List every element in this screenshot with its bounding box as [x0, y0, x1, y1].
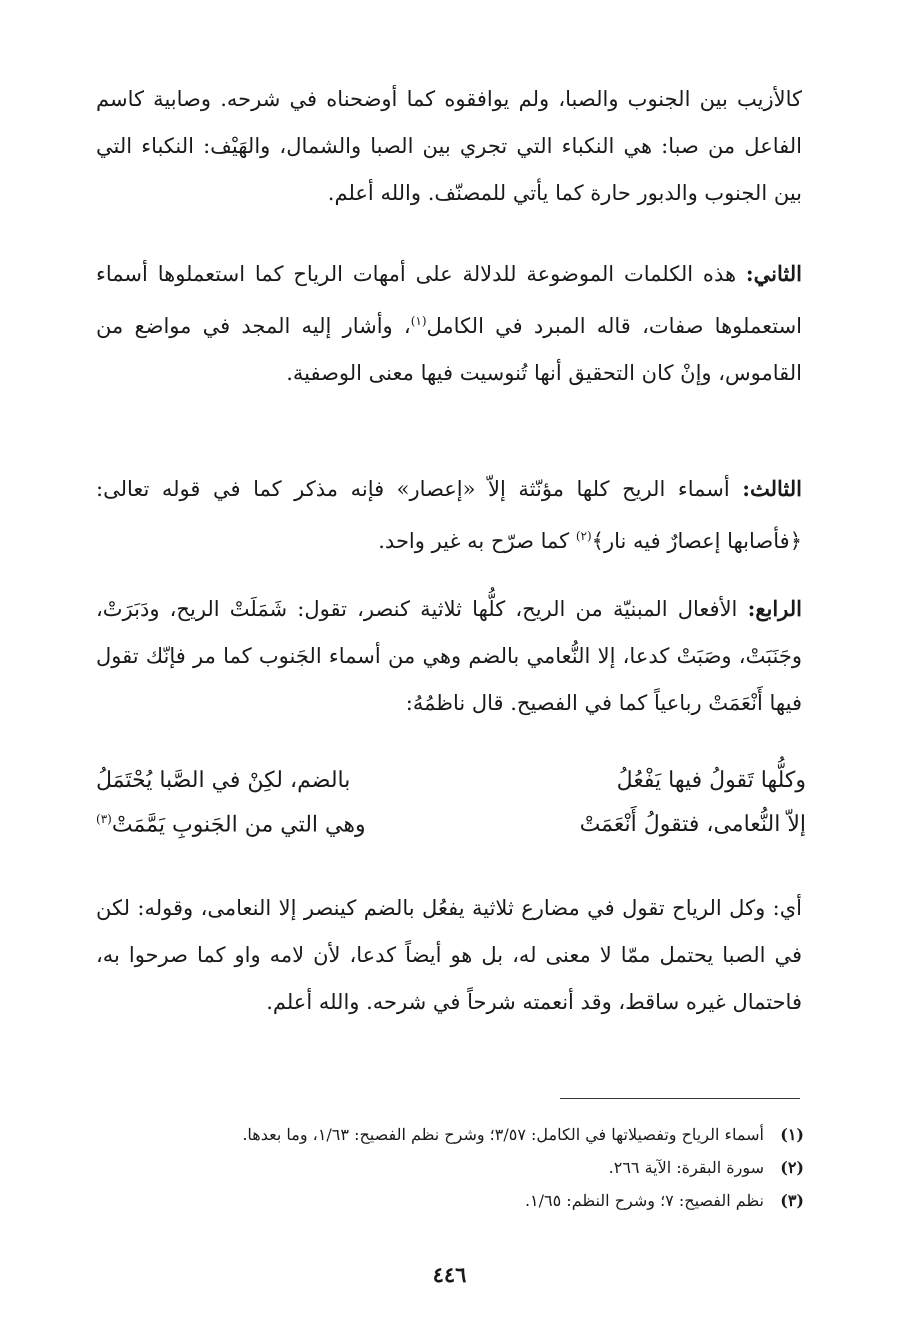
footnote-item [96, 1151, 804, 1184]
poem-line-2-first-hemistich: إلاّ النُّعامى، فتقولُ أَنْعَمَتْ [579, 812, 806, 837]
paragraph-2-text-a: هذه الكلمات الموضوعة للدلالة على أمهات الرياح كما استعملوها أسماء استعملوها صفات، قاله المبرد في الكامل [96, 262, 802, 338]
paragraph-5-text: أي: وكل الرياح تقول في مضارع ثلاثية يفعُل بالضم كينصر إلا النعامى، وقوله: لكن في الصبا يحتمل ممّا لا معنى له، بل هو أيضاً كدعا، لأن لامه واو كما صرحوا به، فاحتمال غيره ساقط، وقد أنعمته شرحاً في شرحه. والله أعلم. [96, 896, 802, 1014]
footnote-text: نظم الفصيح: ٧؛ وشرح النظم: ١/٦٥. [524, 1191, 764, 1210]
footnote-number: (١) [780, 1125, 804, 1144]
poem-line-1 [96, 768, 806, 810]
footnote-text: سورة البقرة: الآية ٢٦٦. [608, 1158, 764, 1177]
footnote-ref-2[interactable]: (٢) [575, 529, 592, 543]
footnote-divider [560, 1098, 800, 1099]
footnote-ref-3[interactable]: (٣) [96, 812, 112, 826]
footnote-number: (٣) [780, 1191, 804, 1210]
paragraph-5 [96, 885, 802, 1026]
paragraph-3 [96, 465, 802, 565]
paragraph-3-text-b: كما صرّح به غير واحد. [378, 529, 576, 553]
poem-verses [96, 768, 806, 868]
poem-line-2-second-hemistich-text: وهي التي من الجَنوبِ يَمَّمَتْ [111, 812, 366, 838]
paragraph-2 [96, 250, 802, 397]
footnote-item [96, 1184, 804, 1217]
page-number: ٤٤٦ [432, 1262, 467, 1287]
footnote-number: (٢) [780, 1158, 804, 1177]
paragraph-4-lead: الرابع: [747, 596, 802, 621]
poem-line-2 [96, 812, 806, 854]
poem-line-1-first-hemistich: وكلُّها تَقولُ فيها يَفْعُلُ [616, 768, 806, 793]
paragraph-4 [96, 585, 802, 727]
paragraph-1 [96, 76, 802, 217]
paragraph-1-text: كالأزيب بين الجنوب والصبا، ولم يوافقوه كما أوضحناه في شرحه. وصابية كاسم الفاعل من صبا: هي النكباء التي تجري بين الصبا والشمال، والهَيْف: النكباء التي بين الجنوب والدبور حارة كما يأتي للمصنّف. والله أعلم. [96, 87, 802, 205]
poem-line-1-second-hemistich: بالضم، لكِنْ في الصَّبا يُحْتَمَلُ [96, 768, 351, 793]
paragraph-2-text-b: ، وأشار إليه المجد في مواضع من القاموس، وإنْ كان التحقيق أنها تُنوسيت فيها معنى الوصفية. [96, 314, 802, 385]
footnote-ref-1[interactable]: (١) [410, 314, 427, 328]
footnote-text: أسماء الرياح وتفصيلاتها في الكامل: ٣/٥٧؛ وشرح نظم الفصيح: ١/٦٣، وما بعدها. [242, 1125, 764, 1144]
paragraph-4-text: الأفعال المبنيّة من الريح، كلُّها ثلاثية كنصر، تقول: شَمَلَتْ الريح، ودَبَرَتْ، وجَنَبَتْ، وصَبَتْ كدعا، إلا النُّعامي بالضم وهي من أسماء الجَنوب كما مر فإنّك تقول فيها أَنْعَمَتْ رباعياً كما في الفصيح. قال ناظمُهُ: [96, 597, 802, 715]
footnotes [96, 1118, 804, 1217]
paragraph-3-lead: الثالث: [742, 476, 802, 501]
paragraph-2-lead: الثاني: [745, 261, 802, 286]
paragraph-3-text-a: أسماء الريح كلها مؤنّثة إلاّ «إعصار» فإنه مذكر كما في قوله تعالى: ﴿فأصابها إعصارٌ فيه نار﴾ [96, 477, 802, 553]
footnote-item [96, 1118, 804, 1151]
poem-line-2-second-hemistich [96, 812, 366, 837]
